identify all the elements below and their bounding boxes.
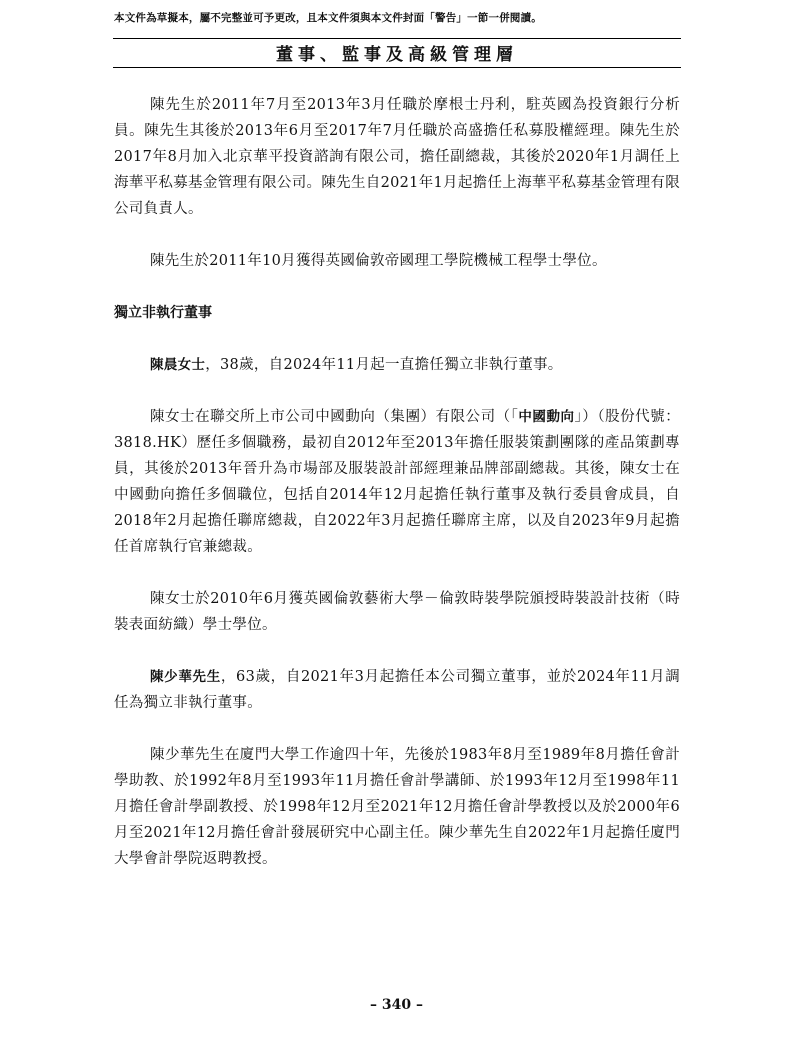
paragraph-education-chen: 陳先生於2011年10月獲得英國倫敦帝國理工學院機械工程學士學位。 <box>150 253 607 269</box>
draft-disclaimer: 本文件為草擬本，屬不完整並可予更改，且本文件須與本文件封面「警告」一節一併閱讀。 <box>114 12 542 24</box>
paragraph-career-chen: 陳先生於2011年7月至2013年3月任職於摩根士丹利，駐英國為投資銀行分析員。陳先生其後於2013年6月至2017年7月任職於高盛擔任私募股權經理。陳先生於2017年8月加入北京華平投資諮詢有限公司，擔任副總裁，其後於2020年1月調任上海華平私募基金管理有限公司。陳先生自2021年1月起擔任上海華平私募基金管理有限公司負責人。 <box>114 97 680 217</box>
paragraph-education-chen-chen: 陳女士於2010年6月獲英國倫敦藝術大學－倫敦時裝學院頒授時裝設計技術（時裝表面紡織）學士學位。 <box>114 591 680 633</box>
header-bottom-rule <box>113 67 681 68</box>
defined-term: 中國動向 <box>518 409 575 425</box>
director-name: 陳少華先生 <box>150 669 221 685</box>
page-number: – 340 – <box>370 997 423 1013</box>
director-name: 陳晨女士 <box>150 357 206 373</box>
section-title: 董事、監事及高級管理層 <box>276 45 518 65</box>
career-text-part: 陳女士在聯交所上市公司中國動向（集團）有限公司（「 <box>150 409 519 425</box>
heading-independent-non-executive-directors: 獨立非執行董事 <box>114 305 212 321</box>
career-text-part: 」）（股份代號：3818.HK）歷任多個職務，最初自2012年至2013年擔任服裝策劃團隊的產品策劃專員，其後於2013年晉升為市場部及服裝設計部經理兼品牌部副總裁。其後，陳女士在中國動向擔任多個職位，包括自2014年12月起擔任執行董事及執行委員會成員，自2018年2月起擔任聯席總裁，自2022年3月起擔任聯席主席，以及自2023年9月起擔任首席執行官兼總裁。 <box>114 409 680 555</box>
paragraph-intro-chen-chen <box>114 352 680 378</box>
document-body <box>114 92 680 872</box>
director-intro-text: ，63歲，自2021年3月起擔任本公司獨立董事，並於2024年11月調任為獨立非執行董事。 <box>114 669 680 711</box>
paragraph-intro-chen-shaohua <box>114 664 680 716</box>
director-intro-text: ，38歲，自2024年11月起一直擔任獨立非執行董事。 <box>205 357 563 373</box>
paragraph-career-chen-chen <box>114 404 680 560</box>
header-top-rule <box>113 38 681 39</box>
paragraph-career-chen-shaohua: 陳少華先生在廈門大學工作逾四十年，先後於1983年8月至1989年8月擔任會計學助教、於1992年8月至1993年11月擔任會計學講師、於1993年12月至1998年11月擔任會計學副教授、於1998年12月至2021年12月擔任會計學教授以及於2000年6月至2021年12月擔任會計發展研究中心副主任。陳少華先生自2022年1月起擔任廈門大學會計學院返聘教授。 <box>114 747 680 867</box>
